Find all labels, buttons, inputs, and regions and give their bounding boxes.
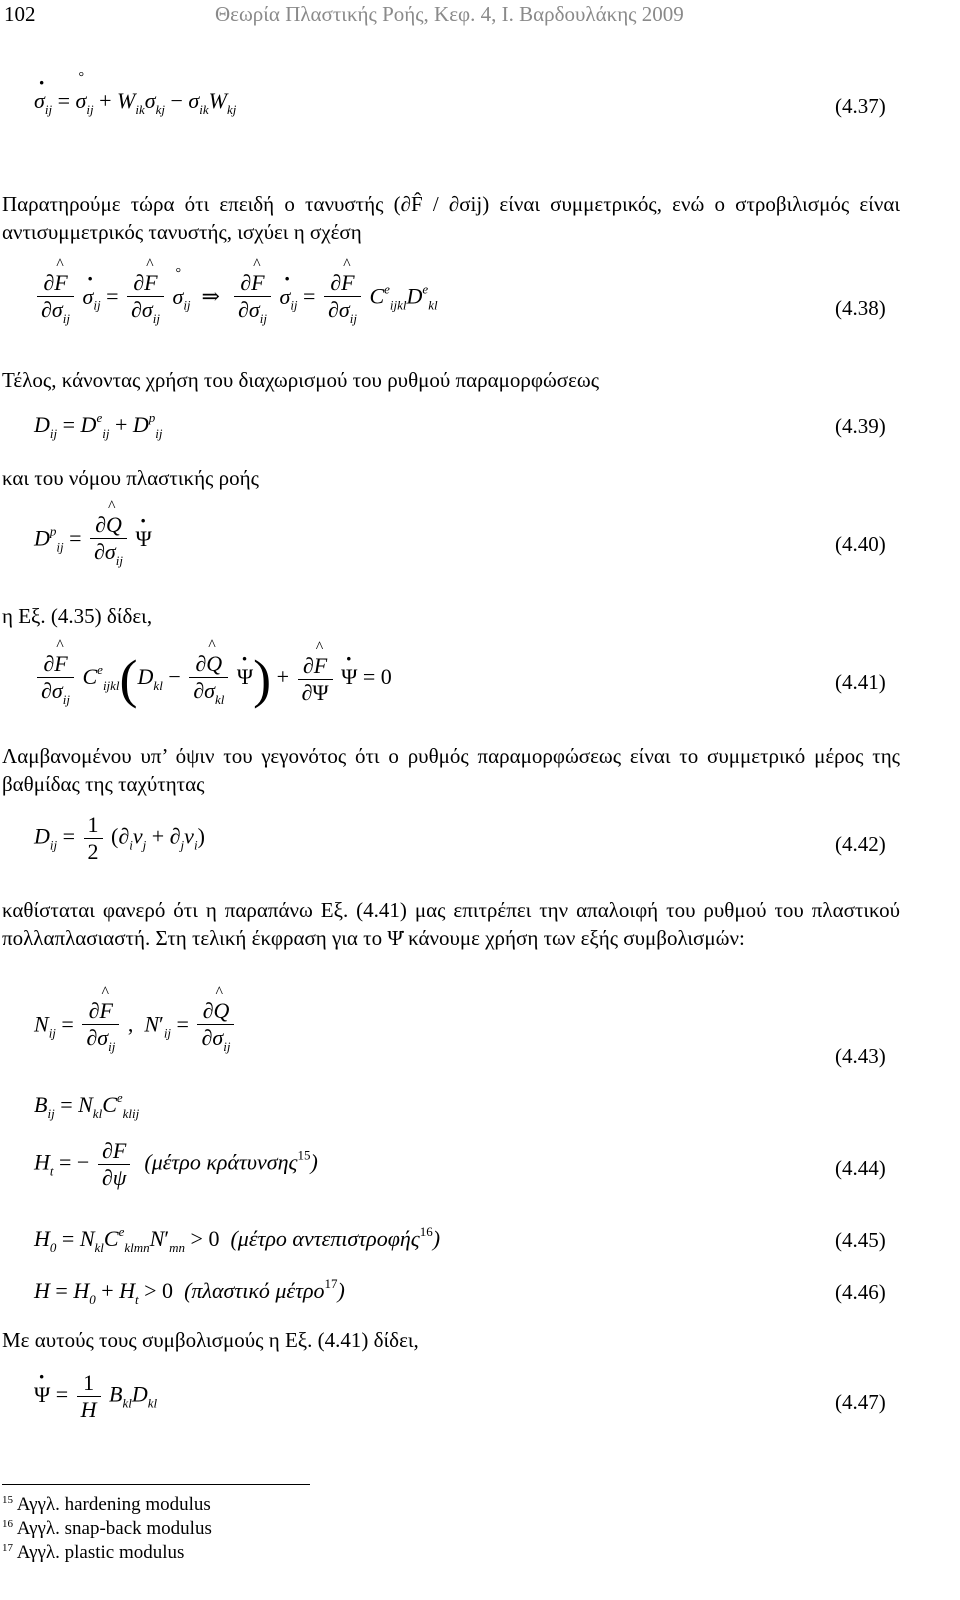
- equation-number: (4.38): [835, 296, 886, 320]
- annotation: (μέτρο κράτυνσης: [144, 1149, 298, 1175]
- equation-number: (4.46): [835, 1280, 886, 1304]
- equation-number: (4.41): [835, 670, 886, 694]
- equation-4-38: $\frac{\partial\^{} F}{\partial\sigma_{ij}}$ · $\sigma_{ij}$ = $\frac{\partial\^{} F}{\partial\sigma_{ij}}$ ° $\sigma_{ij}$ ⇒ $\frac{\partial\^{} F}{\partial\sigma_{ij}}$ · $\sigma_{ij}$ = $\frac{\partial\^{} F}{\partial\sigma_{ij}}$ $C^e_{ijkl}D^e_{kl}$: [34, 270, 438, 327]
- equation-number: (4.42): [835, 832, 886, 856]
- equation-4-37: · $\sigma_{ij}$ = ° $\sigma_{ij} + W_{ik}\sigma_{kj} - \sigma_{ik}W_{kj}$: [34, 88, 236, 118]
- footnote-ref: 15: [297, 1147, 311, 1163]
- equation-4-39: $D_{ij} = D^e_{ij} + D^p_{ij}$: [34, 410, 163, 441]
- running-title: Θεωρία Πλαστικής Ροής, Κεφ. 4, Ι. Βαρδουλάκης 2009: [215, 2, 684, 26]
- paragraph: Παρατηρούμε τώρα ότι επειδή ο τανυστής (∂F̂ / ∂σij) είναι συμμετρικός, ενώ ο στροβιλισμός είναι αντισυμμετρικός τανυστής, ισχύει η σχέση: [2, 192, 900, 244]
- equation-4-41: $\frac{\partial\^{} F}{\partial\sigma_{ij}}$ $C^e_{ijkl}(D_{kl}$ − $\frac{\partial\^{} Q}{\partial\sigma_{kl}}$ · Ψ) + $\frac{\partial\^{} F}{\partial\Psi}$ · Ψ = 0: [34, 648, 392, 710]
- paragraph: και του νόμου πλαστικής ροής: [2, 466, 259, 490]
- equation-number: (4.37): [835, 94, 886, 118]
- paragraph: Τέλος, κάνοντας χρήση του διαχωρισμού του ρυθμού παραμορφώσεως: [2, 368, 600, 392]
- equation-4-45: $H_0 = N_{kl}C^e_{klmn}N'_{mn} > 0$ (μέτρο αντεπιστροφής$^{16}$): [34, 1224, 441, 1255]
- equation-number: (4.44): [835, 1156, 886, 1180]
- equation-4-44: $H_t$ = − $\frac{\partial F}{\partial\psi}$ (μέτρο κράτυνσης$^{15}$): [34, 1138, 318, 1190]
- equation-number: (4.47): [835, 1390, 886, 1414]
- footnote-ref: 16: [419, 1224, 433, 1239]
- paragraph: Με αυτούς τους συμβολισμούς η Εξ. (4.41) δίδει,: [2, 1328, 419, 1352]
- footnote-rule: [2, 1484, 310, 1485]
- footnote: $^{17}$ Αγγλ. plastic modulus: [2, 1542, 185, 1563]
- equation-4-46: $H = H_0 + H_t > 0$ (πλαστικό μέτρο$^{17}$): [34, 1276, 345, 1307]
- paragraph: καθίσταται φανερό ότι η παραπάνω Εξ. (4.41) μας επιτρέπει την απαλοιφή του ρυθμού του πλαστικού πολλαπλασιαστή. Στη τελική έκφραση για το Ψ̇ κάνουμε χρήση των εξής συμβολισμών:: [2, 898, 900, 950]
- footnote-ref: 17: [324, 1276, 338, 1291]
- equation-number: (4.43): [835, 1044, 886, 1068]
- equation-4-43a: $N_{ij}$ = $\frac{\partial\^{} F}{\partial\sigma_{ij}}$ , $N'_{ij}$ = $\frac{\partial\^{} Q}{\partial\sigma_{ij}}$: [34, 998, 237, 1055]
- paragraph: η Εξ. (4.35) δίδει,: [2, 604, 153, 628]
- equation-number: (4.40): [835, 532, 886, 556]
- equation-number: (4.39): [835, 414, 886, 438]
- annotation: (μέτρο αντεπιστροφής: [230, 1226, 420, 1251]
- equation-number: (4.45): [835, 1228, 886, 1252]
- equation-4-42: $D_{ij}$ = $\frac{1}{2}$ $(\partial_iv_j + \partial_jv_i)$: [34, 812, 205, 864]
- paragraph: Λαμβανομένου υπ’ όψιν του γεγονότος ότι ο ρυθμός παραμορφώσεως είναι το συμμετρικό μέρος της βαθμίδας της ταχύτητας: [2, 744, 900, 796]
- page-number: 102: [4, 2, 36, 26]
- footnote: $^{15}$ Αγγλ. hardening modulus: [2, 1494, 211, 1515]
- equation-4-43b: $B_{ij} = N_{kl}C^e_{klij}$: [34, 1090, 140, 1121]
- annotation: (πλαστικό μέτρο: [184, 1278, 325, 1303]
- equation-4-47: · Ψ = $\frac{1}{H}$ $B_{kl}D_{kl}$: [34, 1370, 157, 1423]
- equation-4-40: $D^p_{ij}$ = $\frac{\partial\^{} Q}{\partial\sigma_{ij}}$ · Ψ: [34, 512, 152, 569]
- footnote: $^{16}$ Αγγλ. snap-back modulus: [2, 1518, 212, 1539]
